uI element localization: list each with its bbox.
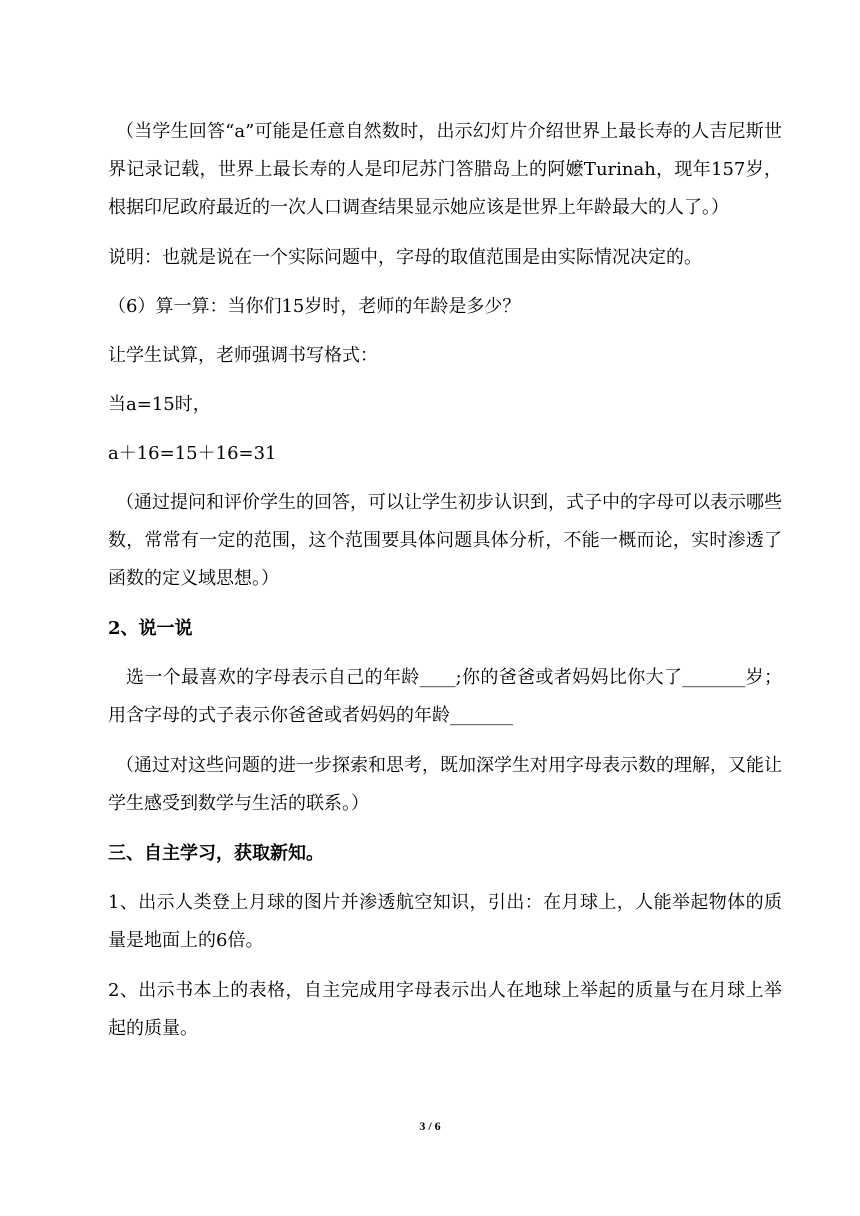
paragraph-equation: a＋16=15＋16=31	[108, 443, 277, 464]
paragraph-fill-blanks: 选一个最喜欢的字母表示自己的年龄____;你的爸爸或者妈妈比你大了_______岁；用含字母的式子表示你爸爸或者妈妈的年龄_______	[108, 667, 782, 726]
paragraph-moon-picture: 1、出示人类登上月球的图片并渗透航空知识，引出：在月球上，人能举起物体的质量是地面上的6倍。	[108, 892, 782, 951]
paragraph-table-task: 2、出示书本上的表格，自主完成用字母表示出人在地球上举起的质量与在月球上举起的质量。	[108, 980, 782, 1039]
paragraph-when-a-15: 当a=15时，	[108, 394, 211, 415]
paragraph-explanation: 说明：也就是说在一个实际问题中，字母的取值范围是由实际情况决定的。	[108, 247, 702, 268]
document-body	[108, 113, 782, 1060]
section-heading-self-study: 三、自主学习，获取新知。	[108, 843, 324, 864]
section-heading-say: 2、说一说	[108, 618, 193, 639]
paragraph-try-calculate: 让学生试算，老师强调书写格式：	[108, 345, 378, 366]
paragraph-exploration-note: （通过对这些问题的进一步探索和思考，既加深学生对用字母表示数的理解，又能让学生感受到数学与生活的联系。）	[108, 755, 782, 814]
paragraph-evaluation-note: （通过提问和评价学生的回答，可以让学生初步认识到，式子中的字母可以表示哪些数，常常有一定的范围，这个范围要具体问题具体分析，不能一概而论，实时渗透了函数的定义域思想。）	[108, 492, 782, 589]
page-number: 3 / 6	[419, 1119, 441, 1133]
paragraph-calculate-question: （6）算一算：当你们15岁时，老师的年龄是多少？	[108, 296, 521, 317]
paragraph-longevity-note: （当学生回答“a”可能是任意自然数时，出示幻灯片介绍世界上最长寿的人吉尼斯世界记录记载，世界上最长寿的人是印尼苏门答腊岛上的阿嬷Turinah，现年157岁，根据印尼政府最近的一次人口调查结果显示她应该是世界上年龄最大的人了。）	[108, 121, 782, 218]
